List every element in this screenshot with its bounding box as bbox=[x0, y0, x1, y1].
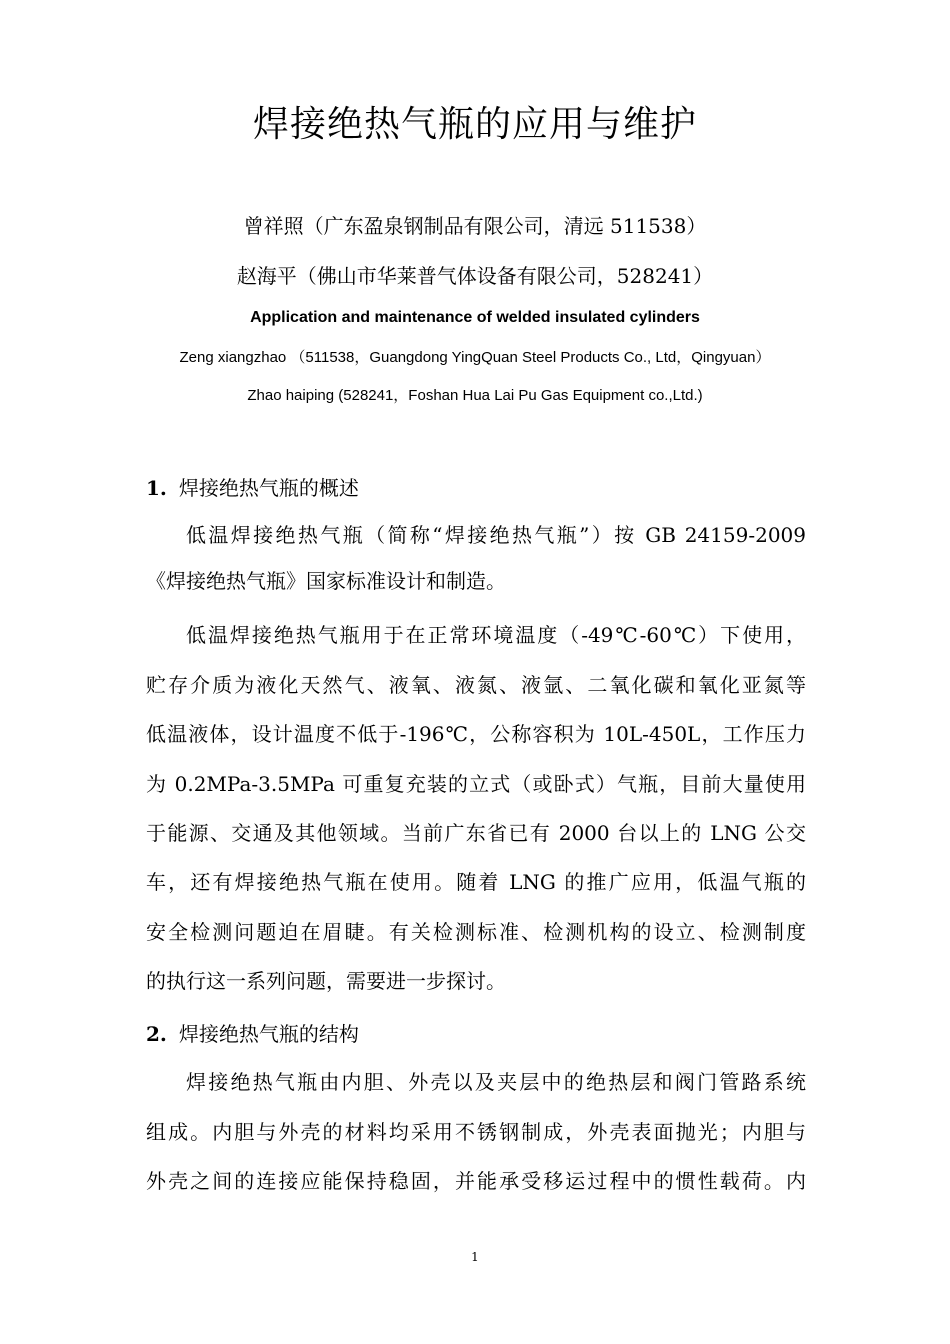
section-number: 2. bbox=[146, 1022, 167, 1046]
author-cn-1: 曾祥照（广东盈泉钢制品有限公司，清远 511538） bbox=[243, 214, 707, 238]
paragraph-line: 的执行这一系列问题，需要进一步探讨。 bbox=[146, 969, 506, 993]
english-author-1: Zeng xiangzhao （511538，Guangdong YingQuan Steel Products Co., Ltd，Qingyuan） bbox=[179, 349, 771, 366]
page-number: 1 bbox=[471, 1250, 479, 1264]
paragraph-line: 低温焊接绝热气瓶（简称“焊接绝热气瓶”）按 GB 24159-2009 bbox=[186, 523, 806, 547]
author-cn-2: 赵海平（佛山市华莱普气体设备有限公司，528241） bbox=[236, 264, 714, 288]
paragraph-line: 焊接绝热气瓶由内胆、外壳以及夹层中的绝热层和阀门管路系统 bbox=[186, 1070, 806, 1094]
section-title: 焊接绝热气瓶的结构 bbox=[178, 1022, 359, 1046]
paragraph-line: 低温液体，设计温度不低于-196℃，公称容积为 10L-450L，工作压力 bbox=[146, 722, 806, 746]
english-title: Application and maintenance of welded insulated cylinders bbox=[250, 309, 700, 326]
section-title: 焊接绝热气瓶的概述 bbox=[178, 476, 359, 500]
section-1-heading bbox=[146, 472, 359, 501]
paragraph-line: 组成。内胆与外壳的材料均采用不锈钢制成，外壳表面抛光；内胆与 bbox=[146, 1120, 806, 1144]
english-author-2: Zhao haiping (528241，Foshan Hua Lai Pu Gas Equipment co.,Ltd.) bbox=[247, 387, 703, 404]
section-2-heading bbox=[146, 1018, 359, 1047]
section-number: 1. bbox=[146, 476, 167, 500]
paragraph-line: 《焊接绝热气瓶》国家标准设计和制造。 bbox=[146, 569, 506, 593]
paragraph-line: 低温焊接绝热气瓶用于在正常环境温度（-49℃-60℃）下使用， bbox=[186, 623, 806, 647]
document-title: 焊接绝热气瓶的应用与维护 bbox=[252, 104, 697, 145]
paragraph-line: 为 0.2MPa-3.5MPa 可重复充装的立式（或卧式）气瓶，目前大量使用 bbox=[146, 772, 806, 796]
paragraph-line: 安全检测问题迫在眉睫。有关检测标准、检测机构的设立、检测制度 bbox=[146, 920, 806, 944]
paragraph-line: 车，还有焊接绝热气瓶在使用。随着 LNG 的推广应用，低温气瓶的 bbox=[146, 870, 806, 894]
paragraph-line: 贮存介质为液化天然气、液氧、液氮、液氩、二氧化碳和氧化亚氮等 bbox=[146, 673, 806, 697]
paragraph-line: 于能源、交通及其他领域。当前广东省已有 2000 台以上的 LNG 公交 bbox=[146, 821, 806, 845]
paragraph-line: 外壳之间的连接应能保持稳固，并能承受移运过程中的惯性载荷。内 bbox=[146, 1169, 806, 1193]
